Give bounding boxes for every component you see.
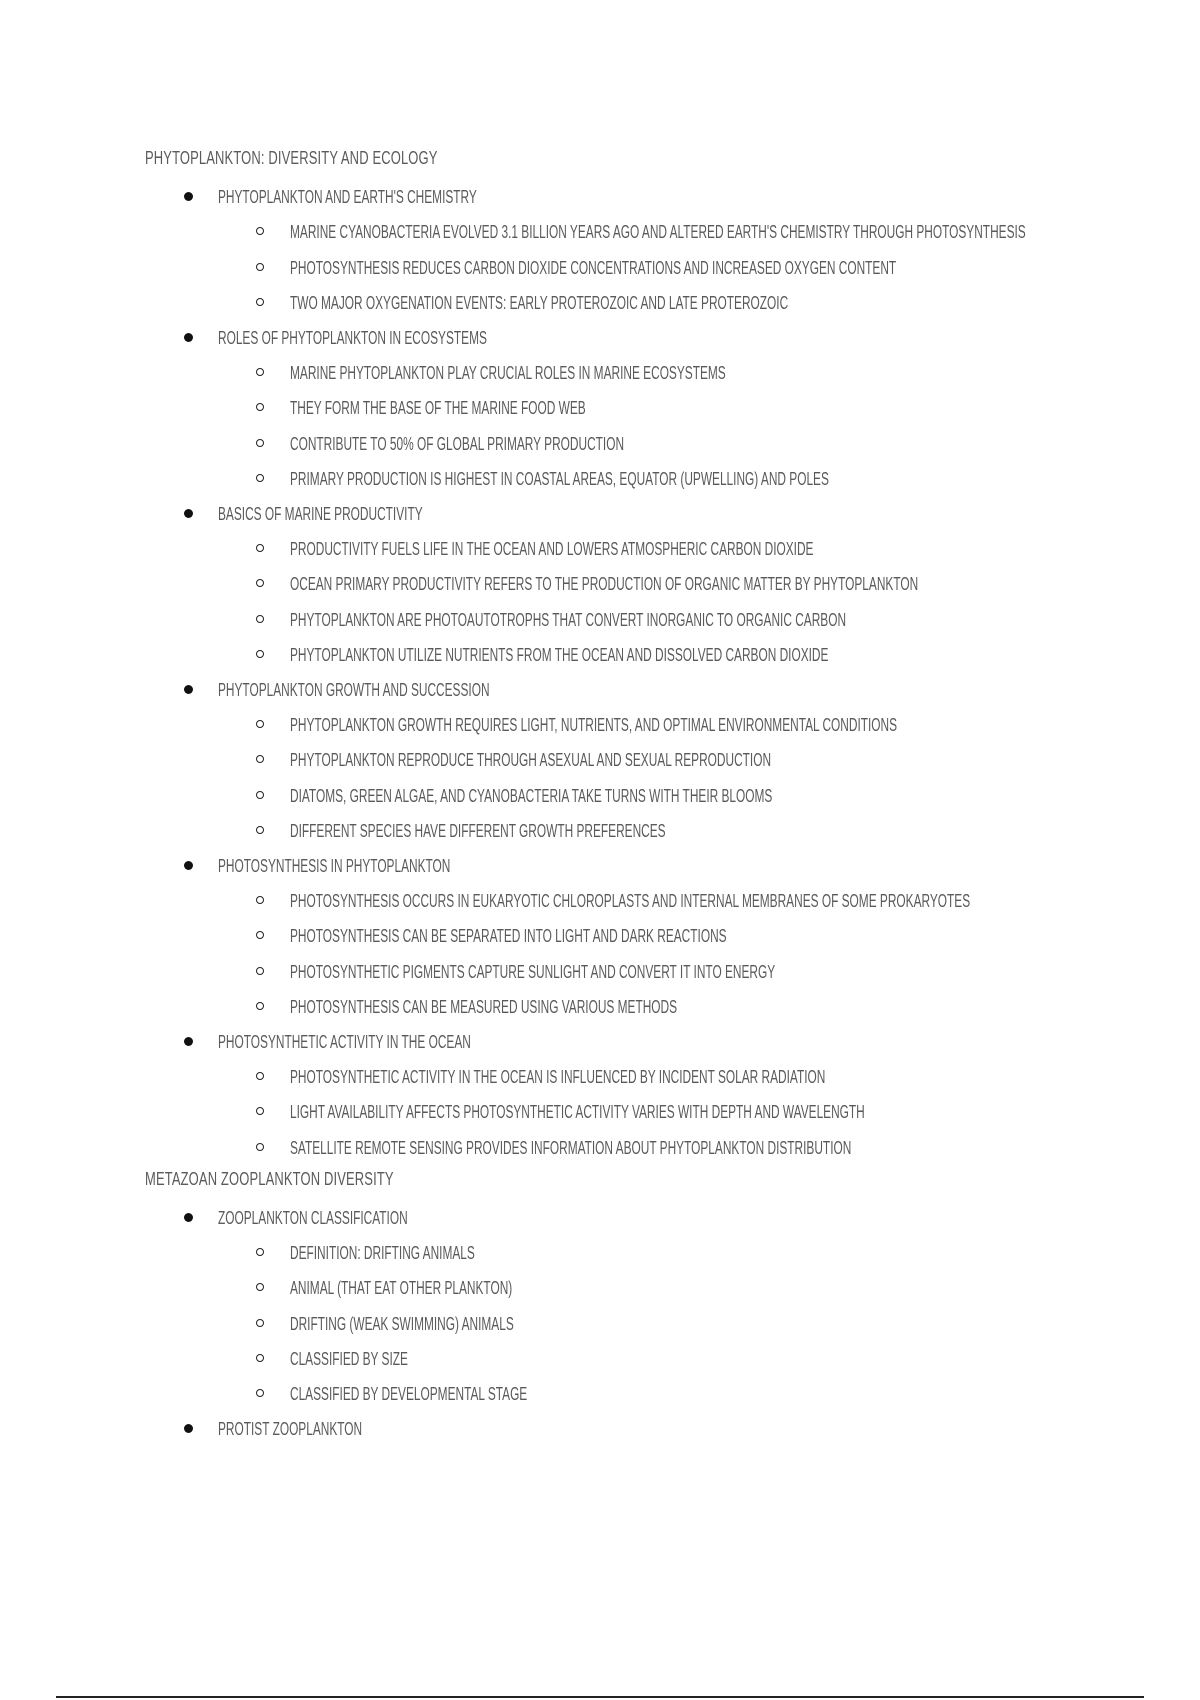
bullet-label: ZOOPLANKTON CLASSIFICATION — [218, 1208, 408, 1228]
bullet-circle-icon — [256, 826, 264, 834]
bullet-circle-icon — [256, 579, 264, 587]
sub-bullet-text: MARINE CYANOBACTERIA EVOLVED 3.1 BILLION YEARS AGO AND ALTERED EARTH'S CHEMISTRY THROUGH PHOTOSYNTHESIS — [290, 222, 1026, 243]
bullet-circle-icon — [256, 227, 264, 235]
bullet-circle-icon — [256, 544, 264, 552]
bullet-dot-icon — [184, 333, 193, 342]
bullet-circle-icon — [256, 1283, 264, 1291]
sub-bullet-text: PHYTOPLANKTON GROWTH REQUIRES LIGHT, NUTRIENTS, AND OPTIMAL ENVIRONMENTAL CONDITIONS — [290, 715, 898, 736]
bullet-circle-icon — [256, 1248, 264, 1256]
bullet-label: PHOTOSYNTHESIS IN PHYTOPLANKTON — [218, 856, 451, 876]
bullet-circle-icon — [256, 439, 264, 447]
bullet-circle-icon — [256, 967, 264, 975]
sub-bullet-text: SATELLITE REMOTE SENSING PROVIDES INFORMATION ABOUT PHYTOPLANKTON DISTRIBUTION — [290, 1137, 852, 1158]
sub-bullet-text: CONTRIBUTE TO 50% OF GLOBAL PRIMARY PRODUCTION — [290, 433, 625, 454]
bullet-dot-icon — [184, 192, 193, 201]
bullet-circle-icon — [256, 298, 264, 306]
sub-bullet-text: OCEAN PRIMARY PRODUCTIVITY REFERS TO THE PRODUCTION OF ORGANIC MATTER BY PHYTOPLANKTON — [290, 574, 919, 595]
bullet-circle-icon — [256, 931, 264, 939]
bullet-circle-icon — [256, 650, 264, 658]
sub-bullet-text: PHYTOPLANKTON UTILIZE NUTRIENTS FROM THE OCEAN AND DISSOLVED CARBON DIOXIDE — [290, 644, 829, 665]
sub-bullet-text: PHOTOSYNTHESIS CAN BE MEASURED USING VARIOUS METHODS — [290, 996, 678, 1017]
sub-bullet-text: PRODUCTIVITY FUELS LIFE IN THE OCEAN AND LOWERS ATMOSPHERIC CARBON DIOXIDE — [290, 539, 814, 560]
sub-bullet-text: PHOTOSYNTHETIC ACTIVITY IN THE OCEAN IS INFLUENCED BY INCIDENT SOLAR RADIATION — [290, 1067, 826, 1088]
bullet-dot-icon — [184, 1213, 193, 1222]
bullet-circle-icon — [256, 263, 264, 271]
bullet-label: PROTIST ZOOPLANKTON — [218, 1419, 363, 1440]
bullet-circle-icon — [256, 1143, 264, 1151]
sub-bullet-text: CLASSIFIED BY SIZE — [290, 1348, 408, 1369]
bullet-circle-icon — [256, 1072, 264, 1080]
bullet-label: BASICS OF MARINE PRODUCTIVITY — [218, 504, 423, 524]
sub-bullet-text: PHYTOPLANKTON ARE PHOTOAUTOTROPHS THAT CONVERT INORGANIC TO ORGANIC CARBON — [290, 609, 847, 630]
bullet-circle-icon — [256, 1319, 264, 1327]
bullet-circle-icon — [256, 755, 264, 763]
bullet-circle-icon — [256, 791, 264, 799]
sub-bullet-text: PHOTOSYNTHETIC PIGMENTS CAPTURE SUNLIGHT AND CONVERT IT INTO ENERGY — [290, 961, 776, 982]
section-title: PHYTOPLANKTON: DIVERSITY AND ECOLOGY — [145, 148, 438, 168]
sub-bullet-text: CLASSIFIED BY DEVELOPMENTAL STAGE — [290, 1384, 528, 1404]
sub-bullet-text: DIFFERENT SPECIES HAVE DIFFERENT GROWTH PREFERENCES — [290, 820, 666, 841]
sub-bullet-text: PHYTOPLANKTON REPRODUCE THROUGH ASEXUAL AND SEXUAL REPRODUCTION — [290, 750, 772, 771]
section-title: METAZOAN ZOOPLANKTON DIVERSITY — [145, 1168, 394, 1189]
bullet-label: PHYTOPLANKTON AND EARTH'S CHEMISTRY — [218, 187, 477, 208]
bullet-label: ROLES OF PHYTOPLANKTON IN ECOSYSTEMS — [218, 328, 487, 348]
bullet-dot-icon — [184, 509, 193, 518]
sub-bullet-text: DRIFTING (WEAK SWIMMING) ANIMALS — [290, 1313, 514, 1334]
sub-bullet-text: PRIMARY PRODUCTION IS HIGHEST IN COASTAL AREAS, EQUATOR (UPWELLING) AND POLES — [290, 468, 829, 489]
sub-bullet-text: LIGHT AVAILABILITY AFFECTS PHOTOSYNTHETIC ACTIVITY VARIES WITH DEPTH AND WAVELENGTH — [290, 1102, 865, 1123]
sub-bullet-text: DEFINITION: DRIFTING ANIMALS — [290, 1243, 475, 1264]
sub-bullet-text: ANIMAL (THAT EAT OTHER PLANKTON) — [290, 1278, 513, 1299]
bullet-circle-icon — [256, 615, 264, 623]
bullet-circle-icon — [256, 1002, 264, 1010]
bullet-circle-icon — [256, 1107, 264, 1115]
bullet-dot-icon — [184, 1037, 193, 1046]
sub-bullet-text: THEY FORM THE BASE OF THE MARINE FOOD WEB — [290, 398, 586, 419]
bullet-dot-icon — [184, 685, 193, 694]
bullet-label: PHOTOSYNTHETIC ACTIVITY IN THE OCEAN — [218, 1032, 471, 1052]
bullet-circle-icon — [256, 1389, 264, 1397]
footer-rule — [56, 1696, 1144, 1698]
sub-bullet-text: MARINE PHYTOPLANKTON PLAY CRUCIAL ROLES IN MARINE ECOSYSTEMS — [290, 363, 726, 384]
sub-bullet-text: PHOTOSYNTHESIS OCCURS IN EUKARYOTIC CHLOROPLASTS AND INTERNAL MEMBRANES OF SOME PROKARYOTES — [290, 891, 971, 912]
sub-bullet-text: PHOTOSYNTHESIS REDUCES CARBON DIOXIDE CONCENTRATIONS AND INCREASED OXYGEN CONTENT — [290, 257, 897, 278]
bullet-circle-icon — [256, 720, 264, 728]
bullet-circle-icon — [256, 1354, 264, 1362]
bullet-circle-icon — [256, 403, 264, 411]
bullet-circle-icon — [256, 368, 264, 376]
bullet-circle-icon — [256, 474, 264, 482]
sub-bullet-text: PHOTOSYNTHESIS CAN BE SEPARATED INTO LIGHT AND DARK REACTIONS — [290, 926, 727, 947]
bullet-dot-icon — [184, 861, 193, 870]
sub-bullet-text: DIATOMS, GREEN ALGAE, AND CYANOBACTERIA TAKE TURNS WITH THEIR BLOOMS — [290, 785, 773, 806]
bullet-circle-icon — [256, 896, 264, 904]
bullet-dot-icon — [184, 1424, 193, 1433]
bullet-label: PHYTOPLANKTON GROWTH AND SUCCESSION — [218, 680, 490, 700]
sub-bullet-text: TWO MAJOR OXYGENATION EVENTS: EARLY PROTEROZOIC AND LATE PROTEROZOIC — [290, 292, 789, 313]
